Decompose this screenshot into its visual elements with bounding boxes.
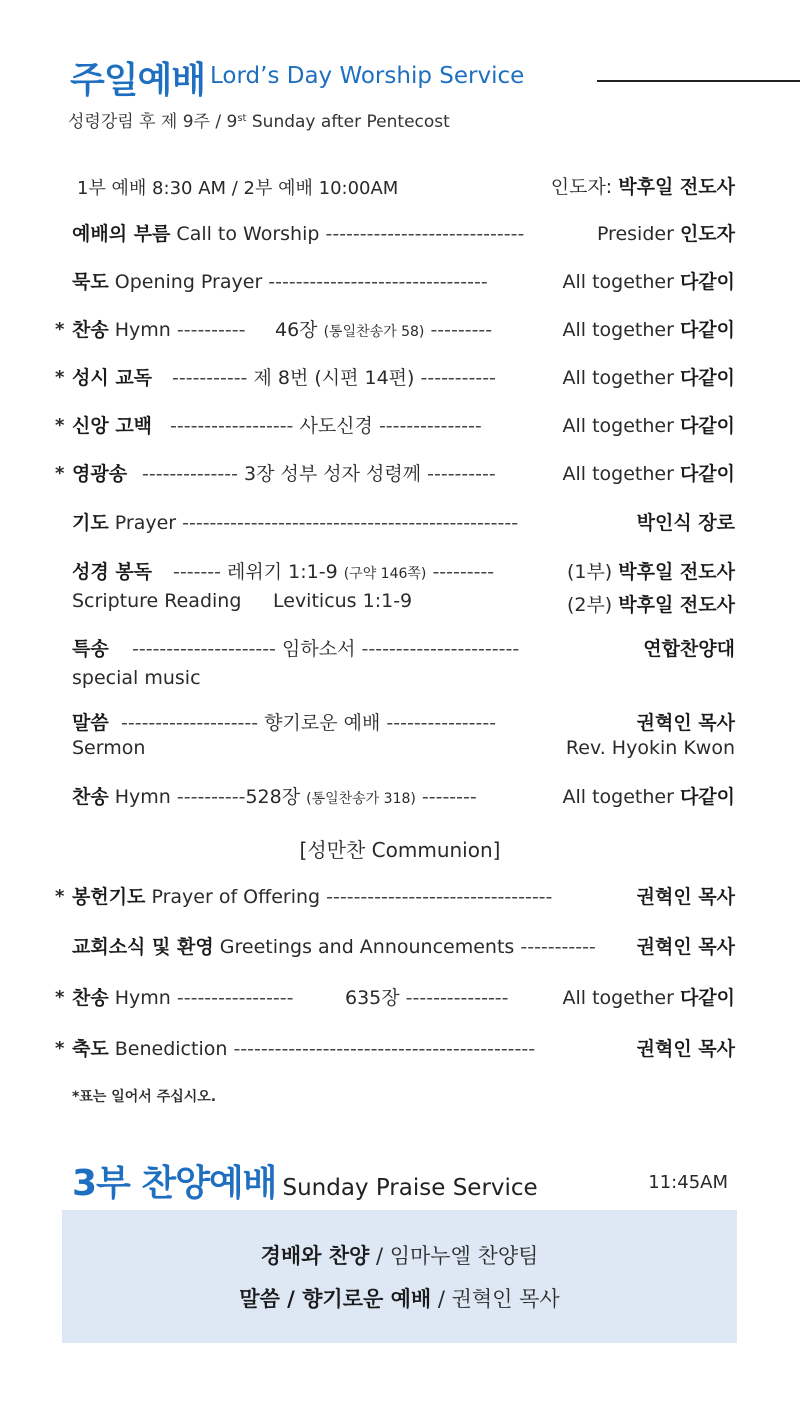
- praise-service-title: 3부 찬양예배 Sunday Praise Service: [72, 1163, 538, 1204]
- order-item: * 신앙 고백 ------------------ 사도신경 --------------- All together 다같이: [55, 415, 735, 437]
- subtitle: 성령강림 후 제 9주 / 9st Sunday after Pentecost: [68, 112, 450, 132]
- standing-marker: *: [55, 367, 65, 388]
- title-korean: 주일예배: [70, 60, 206, 101]
- service-times: 1부 예배 8:30 AM / 2부 예배 10:00AM: [77, 178, 399, 199]
- page-header: [70, 52, 735, 102]
- leader-label: 인도자:: [550, 176, 619, 198]
- order-item: * 영광송 -------------- 3장 성부 성자 성령께 ---------- All together 다같이: [55, 463, 735, 485]
- title-english: Lord’s Day Worship Service: [210, 63, 525, 89]
- standing-marker: *: [55, 415, 65, 436]
- leader-name: 박후일 전도사: [618, 176, 735, 198]
- title-rule: [597, 80, 800, 82]
- order-item: * 찬송 Hymn ----------------- 635장 --------------- All together 다같이: [55, 987, 735, 1009]
- special-music: 특송 --------------------- 임하소서 ----------------------- 연합찬양대: [72, 638, 735, 660]
- sermon-english: Sermon Rev. Hyokin Kwon: [72, 737, 735, 759]
- standing-note: *표는 일어서 주십시오.: [72, 1089, 217, 1105]
- scripture-reading-english: Scripture Reading Leviticus 1:1-9 (2부) 박후일 전도사: [72, 590, 735, 616]
- sermon: 말씀 -------------------- 향기로운 예배 ---------------- 권혁인 목사: [72, 712, 735, 734]
- order-item: 찬송 Hymn ----------528장 (통일찬송가 318) -------- All together 다같이: [72, 786, 735, 808]
- leader: [551, 172, 735, 199]
- order-item: * 봉헌기도 Prayer of Offering --------------------------------- 권혁인 목사: [55, 886, 735, 908]
- standing-marker: *: [55, 886, 65, 907]
- order-item: 기도 Prayer ------------------------------------------------- 박인식 장로: [72, 512, 735, 534]
- praise-line: 말씀 / 향기로운 예배 / 권혁인 목사: [239, 1287, 560, 1311]
- praise-service-box: [62, 1210, 737, 1343]
- standing-marker: *: [55, 319, 65, 340]
- order-item: 묵도 Opening Prayer -------------------------------- All together 다같이: [72, 271, 735, 293]
- praise-service-time: 11:45AM: [648, 1172, 728, 1193]
- order-item: * 찬송 Hymn ---------- 46장 (통일찬송가 58) --------- All together 다같이: [55, 319, 735, 341]
- special-music-english: special music: [72, 667, 201, 689]
- standing-marker: *: [55, 463, 65, 484]
- order-item: 교회소식 및 환영 Greetings and Announcements ----------- 권혁인 목사: [72, 936, 735, 958]
- standing-marker: *: [55, 1038, 65, 1059]
- communion-heading: [성만찬 Communion]: [299, 838, 501, 862]
- praise-line: 경배와 찬양 / 임마누엘 찬양팀: [260, 1244, 539, 1268]
- scripture-reading: 성경 봉독 ------- 레위기 1:1-9 (구약 146쪽) --------- (1부) 박후일 전도사: [72, 561, 735, 583]
- order-item: * 성시 교독 ----------- 제 8번 (시편 14편) ----------- All together 다같이: [55, 367, 735, 389]
- standing-marker: *: [55, 987, 65, 1008]
- order-item: * 축도 Benediction -------------------------------------------- 권혁인 목사: [55, 1038, 735, 1060]
- order-item: 예배의 부름 Call to Worship ----------------------------- Presider 인도자: [72, 223, 735, 245]
